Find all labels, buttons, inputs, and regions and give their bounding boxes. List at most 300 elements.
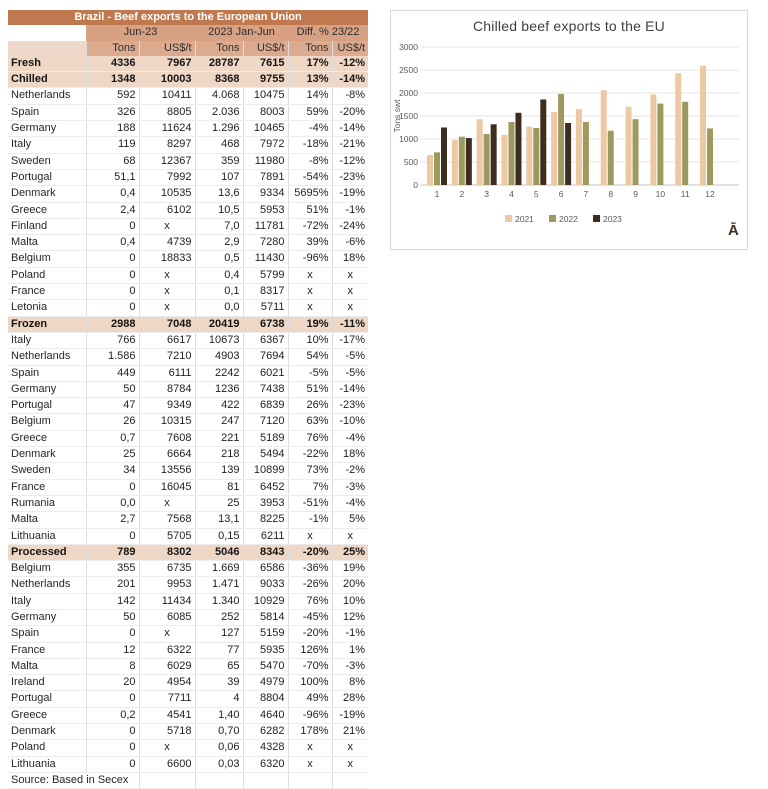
table-row bbox=[8, 300, 368, 316]
cell: 107 bbox=[195, 169, 243, 185]
cell: 5494 bbox=[243, 447, 288, 463]
row-label: Spain bbox=[8, 365, 86, 381]
cell: 4739 bbox=[139, 235, 195, 251]
cell: 11434 bbox=[139, 593, 195, 609]
row-label: Germany bbox=[8, 381, 86, 397]
row-label: Frozen bbox=[8, 316, 86, 332]
table-row bbox=[8, 153, 368, 169]
row-label: Lithuania bbox=[8, 528, 86, 544]
bar bbox=[583, 122, 589, 185]
cell: -5% bbox=[332, 365, 368, 381]
subheader-usdt-3: US$/t bbox=[332, 41, 368, 56]
cell: 6738 bbox=[243, 316, 288, 332]
cell: 0,03 bbox=[195, 756, 243, 772]
cell: 326 bbox=[86, 104, 139, 120]
cell: 0 bbox=[86, 740, 139, 756]
cell: 0 bbox=[86, 251, 139, 267]
cell: 50 bbox=[86, 381, 139, 397]
legend-swatch bbox=[505, 215, 512, 222]
cell: 7694 bbox=[243, 349, 288, 365]
cell: 5718 bbox=[139, 724, 195, 740]
cell: -18% bbox=[288, 137, 332, 153]
row-label: Spain bbox=[8, 626, 86, 642]
subheader-usdt-2: US$/t bbox=[243, 41, 288, 56]
cell: 355 bbox=[86, 561, 139, 577]
cell: 6735 bbox=[139, 561, 195, 577]
cell: 0,4 bbox=[86, 186, 139, 202]
bar bbox=[540, 99, 546, 185]
cell: -22% bbox=[288, 447, 332, 463]
cell: 39% bbox=[288, 235, 332, 251]
cell: 6021 bbox=[243, 365, 288, 381]
cell: 4903 bbox=[195, 349, 243, 365]
cell: x bbox=[332, 284, 368, 300]
cell: 6664 bbox=[139, 447, 195, 463]
bar bbox=[459, 137, 465, 185]
table-row bbox=[8, 235, 368, 251]
cell: 7992 bbox=[139, 169, 195, 185]
cell: 4640 bbox=[243, 707, 288, 723]
cell: -5% bbox=[332, 349, 368, 365]
cell: 51% bbox=[288, 202, 332, 218]
bar bbox=[501, 135, 507, 185]
cell: 6600 bbox=[139, 756, 195, 772]
cell: 5046 bbox=[195, 544, 243, 560]
cell: -11% bbox=[332, 316, 368, 332]
bar bbox=[515, 113, 521, 185]
bar bbox=[526, 127, 532, 185]
cell: -20% bbox=[332, 104, 368, 120]
empty-cell bbox=[288, 772, 332, 788]
row-label: Spain bbox=[8, 104, 86, 120]
cell: 6586 bbox=[243, 561, 288, 577]
table-row bbox=[8, 495, 368, 511]
cell: -12% bbox=[332, 56, 368, 72]
bar bbox=[633, 119, 639, 185]
cell: 21% bbox=[332, 724, 368, 740]
cell: 218 bbox=[195, 447, 243, 463]
bar bbox=[608, 131, 614, 185]
cell: x bbox=[332, 528, 368, 544]
cell: 25 bbox=[195, 495, 243, 511]
cell: 1.340 bbox=[195, 593, 243, 609]
cell: 39 bbox=[195, 675, 243, 691]
row-label: Rumania bbox=[8, 495, 86, 511]
bar bbox=[434, 152, 440, 185]
cell: 10899 bbox=[243, 463, 288, 479]
table-row bbox=[8, 267, 368, 283]
bar bbox=[626, 107, 632, 185]
cell: x bbox=[288, 284, 332, 300]
x-tick-label: 6 bbox=[558, 189, 564, 199]
row-label: Greece bbox=[8, 430, 86, 446]
x-tick-label: 9 bbox=[633, 189, 638, 199]
table-row bbox=[8, 756, 368, 772]
row-label: Belgium bbox=[8, 414, 86, 430]
subheader-tons-3: Tons bbox=[288, 41, 332, 56]
table-row bbox=[8, 658, 368, 674]
cell: 9033 bbox=[243, 577, 288, 593]
table-row bbox=[8, 675, 368, 691]
y-tick-label: 2500 bbox=[399, 65, 418, 75]
cell: x bbox=[139, 267, 195, 283]
cell: 7,0 bbox=[195, 218, 243, 234]
cell: 9953 bbox=[139, 577, 195, 593]
bar bbox=[576, 109, 582, 185]
cell: 422 bbox=[195, 398, 243, 414]
cell: 25 bbox=[86, 447, 139, 463]
cell: 20% bbox=[332, 577, 368, 593]
table-row bbox=[8, 169, 368, 185]
cell: x bbox=[139, 740, 195, 756]
bar bbox=[466, 138, 472, 185]
cell: 8343 bbox=[243, 544, 288, 560]
bar bbox=[484, 134, 490, 185]
table-row bbox=[8, 104, 368, 120]
cell: 14% bbox=[288, 88, 332, 104]
table-row bbox=[8, 316, 368, 332]
cell: 2242 bbox=[195, 365, 243, 381]
x-tick-label: 7 bbox=[583, 189, 589, 199]
cell: -3% bbox=[332, 479, 368, 495]
cell: -1% bbox=[332, 202, 368, 218]
cell: 7048 bbox=[139, 316, 195, 332]
subheader-tons-1: Tons bbox=[86, 41, 139, 56]
cell: 10929 bbox=[243, 593, 288, 609]
row-label: Greece bbox=[8, 202, 86, 218]
bar bbox=[533, 128, 539, 185]
table-row bbox=[8, 561, 368, 577]
empty-cell bbox=[332, 772, 368, 788]
cell: 6211 bbox=[243, 528, 288, 544]
cell: x bbox=[288, 300, 332, 316]
bar bbox=[682, 102, 688, 185]
row-label: Netherlands bbox=[8, 577, 86, 593]
source-note: Source: Based in Secex bbox=[8, 772, 139, 788]
cell: -4% bbox=[288, 121, 332, 137]
cell: 8% bbox=[332, 675, 368, 691]
cell: 7120 bbox=[243, 414, 288, 430]
cell: 0 bbox=[86, 479, 139, 495]
cell: 5711 bbox=[243, 300, 288, 316]
cell: 5799 bbox=[243, 267, 288, 283]
cell: 0 bbox=[86, 691, 139, 707]
cell: 1.471 bbox=[195, 577, 243, 593]
cell: 19% bbox=[288, 316, 332, 332]
cell: 8368 bbox=[195, 72, 243, 88]
cell: 11781 bbox=[243, 218, 288, 234]
cell: 6322 bbox=[139, 642, 195, 658]
cell: -96% bbox=[288, 251, 332, 267]
cell: -70% bbox=[288, 658, 332, 674]
legend-label: 2023 bbox=[603, 214, 622, 224]
cell: 1% bbox=[332, 642, 368, 658]
row-label: Portugal bbox=[8, 691, 86, 707]
cell: 0 bbox=[86, 626, 139, 642]
cell: 7967 bbox=[139, 56, 195, 72]
cell: -14% bbox=[332, 72, 368, 88]
bar bbox=[675, 73, 681, 185]
cell: 7972 bbox=[243, 137, 288, 153]
cell: 0,2 bbox=[86, 707, 139, 723]
cell: 1236 bbox=[195, 381, 243, 397]
row-label: Ireland bbox=[8, 675, 86, 691]
table-row bbox=[8, 332, 368, 348]
cell: -19% bbox=[332, 186, 368, 202]
row-label: Netherlands bbox=[8, 88, 86, 104]
bar bbox=[441, 128, 447, 186]
table-row bbox=[8, 577, 368, 593]
cell: 54% bbox=[288, 349, 332, 365]
row-label: France bbox=[8, 284, 86, 300]
cell: 10673 bbox=[195, 332, 243, 348]
cell: 4336 bbox=[86, 56, 139, 72]
cell: 7280 bbox=[243, 235, 288, 251]
cell: 6839 bbox=[243, 398, 288, 414]
table-row bbox=[8, 463, 368, 479]
table-row bbox=[8, 626, 368, 642]
cell: 142 bbox=[86, 593, 139, 609]
cell: -51% bbox=[288, 495, 332, 511]
row-label: Denmark bbox=[8, 724, 86, 740]
cell: 20419 bbox=[195, 316, 243, 332]
row-label: Italy bbox=[8, 137, 86, 153]
cell: 7568 bbox=[139, 512, 195, 528]
cell: 2,7 bbox=[86, 512, 139, 528]
table-row bbox=[8, 740, 368, 756]
bar bbox=[565, 123, 571, 185]
cell: 766 bbox=[86, 332, 139, 348]
table-row bbox=[8, 218, 368, 234]
cell: -4% bbox=[332, 430, 368, 446]
cell: x bbox=[332, 740, 368, 756]
row-label: France bbox=[8, 642, 86, 658]
cell: 10% bbox=[332, 593, 368, 609]
cell: -12% bbox=[332, 153, 368, 169]
cell: -17% bbox=[332, 332, 368, 348]
cell: 49% bbox=[288, 691, 332, 707]
cell: 0 bbox=[86, 267, 139, 283]
cell: 9755 bbox=[243, 72, 288, 88]
table-row bbox=[8, 121, 368, 137]
cell: 10315 bbox=[139, 414, 195, 430]
cell: 6320 bbox=[243, 756, 288, 772]
cell: x bbox=[139, 495, 195, 511]
cell: 0 bbox=[86, 218, 139, 234]
cell: 8784 bbox=[139, 381, 195, 397]
bar bbox=[657, 104, 663, 185]
cell: 28787 bbox=[195, 56, 243, 72]
cell: 13,6 bbox=[195, 186, 243, 202]
cell: 13556 bbox=[139, 463, 195, 479]
cell: -8% bbox=[332, 88, 368, 104]
cell: 81 bbox=[195, 479, 243, 495]
cell: 0,0 bbox=[195, 300, 243, 316]
row-label: Processed bbox=[8, 544, 86, 560]
cell: 5470 bbox=[243, 658, 288, 674]
cell: 6452 bbox=[243, 479, 288, 495]
empty-cell bbox=[195, 772, 243, 788]
row-label: Italy bbox=[8, 332, 86, 348]
chart-title: Chilled beef exports to the EU bbox=[473, 18, 665, 34]
cell: 139 bbox=[195, 463, 243, 479]
cell: x bbox=[139, 300, 195, 316]
cell: -1% bbox=[332, 626, 368, 642]
cell: 0 bbox=[86, 300, 139, 316]
cell: x bbox=[332, 756, 368, 772]
cell: 0,7 bbox=[86, 430, 139, 446]
cell: 6085 bbox=[139, 609, 195, 625]
legend-swatch bbox=[593, 215, 600, 222]
y-axis-title: Tons swt bbox=[392, 99, 402, 133]
cell: 51% bbox=[288, 381, 332, 397]
cell: -54% bbox=[288, 169, 332, 185]
cell: 25% bbox=[332, 544, 368, 560]
cell: x bbox=[139, 284, 195, 300]
cell: 6102 bbox=[139, 202, 195, 218]
subheader-tons-2: Tons bbox=[195, 41, 243, 56]
row-label: France bbox=[8, 479, 86, 495]
bar bbox=[650, 94, 656, 185]
table-group-header-row bbox=[8, 25, 368, 40]
cell: 5705 bbox=[139, 528, 195, 544]
cell: 10411 bbox=[139, 88, 195, 104]
cell: 0 bbox=[86, 724, 139, 740]
cell: 7% bbox=[288, 479, 332, 495]
y-tick-label: 0 bbox=[413, 180, 418, 190]
bar bbox=[477, 119, 483, 185]
cell: 8804 bbox=[243, 691, 288, 707]
cell: 10465 bbox=[243, 121, 288, 137]
legend-swatch bbox=[549, 215, 556, 222]
cell: 8302 bbox=[139, 544, 195, 560]
table-row bbox=[8, 642, 368, 658]
row-label: Italy bbox=[8, 593, 86, 609]
beef-exports-table bbox=[8, 10, 368, 789]
cell: 10,5 bbox=[195, 202, 243, 218]
cell: 12367 bbox=[139, 153, 195, 169]
cell: 8225 bbox=[243, 512, 288, 528]
table-title: Brazil - Beef exports to the European Union bbox=[8, 10, 368, 25]
cell: -21% bbox=[332, 137, 368, 153]
table-row bbox=[8, 528, 368, 544]
cell: 4.068 bbox=[195, 88, 243, 104]
cell: 592 bbox=[86, 88, 139, 104]
bar bbox=[558, 94, 564, 185]
cell: 4328 bbox=[243, 740, 288, 756]
x-tick-label: 10 bbox=[655, 189, 666, 199]
table-row bbox=[8, 430, 368, 446]
y-tick-label: 1000 bbox=[399, 134, 418, 144]
cell: -14% bbox=[332, 381, 368, 397]
cell: 252 bbox=[195, 609, 243, 625]
cell: 7711 bbox=[139, 691, 195, 707]
table-row bbox=[8, 707, 368, 723]
table-row bbox=[8, 365, 368, 381]
cell: 6282 bbox=[243, 724, 288, 740]
cell: -24% bbox=[332, 218, 368, 234]
table-row bbox=[8, 186, 368, 202]
cell: 0,15 bbox=[195, 528, 243, 544]
row-label: Germany bbox=[8, 121, 86, 137]
row-label: Portugal bbox=[8, 398, 86, 414]
cell: 0,70 bbox=[195, 724, 243, 740]
cell: 3953 bbox=[243, 495, 288, 511]
cell: 10475 bbox=[243, 88, 288, 104]
table-row bbox=[8, 284, 368, 300]
cell: 50 bbox=[86, 609, 139, 625]
cell: 0,0 bbox=[86, 495, 139, 511]
cell: 7438 bbox=[243, 381, 288, 397]
row-label: Denmark bbox=[8, 447, 86, 463]
cell: 2988 bbox=[86, 316, 139, 332]
row-label: Chilled bbox=[8, 72, 86, 88]
cell: 188 bbox=[86, 121, 139, 137]
x-tick-label: 3 bbox=[484, 189, 490, 199]
table-row bbox=[8, 691, 368, 707]
group-header-diff: Diff. % 23/22 bbox=[288, 25, 368, 40]
legend-label: 2022 bbox=[559, 214, 578, 224]
table-row bbox=[8, 414, 368, 430]
cell: 6111 bbox=[139, 365, 195, 381]
cell: 77 bbox=[195, 642, 243, 658]
group-header-janjun: 2023 Jan-Jun bbox=[195, 25, 288, 40]
cell: 51,1 bbox=[86, 169, 139, 185]
cell: 0,1 bbox=[195, 284, 243, 300]
cell: 8 bbox=[86, 658, 139, 674]
cell: 59% bbox=[288, 104, 332, 120]
cell: 468 bbox=[195, 137, 243, 153]
table-row bbox=[8, 479, 368, 495]
x-tick-label: 1 bbox=[434, 189, 440, 199]
table-row bbox=[8, 88, 368, 104]
cell: 10003 bbox=[139, 72, 195, 88]
table-title-row bbox=[8, 10, 368, 25]
cell: 5% bbox=[332, 512, 368, 528]
row-label: Fresh bbox=[8, 56, 86, 72]
row-label: Belgium bbox=[8, 251, 86, 267]
cell: 201 bbox=[86, 577, 139, 593]
cell: 5695% bbox=[288, 186, 332, 202]
cell: 6617 bbox=[139, 332, 195, 348]
table-row bbox=[8, 72, 368, 88]
cell: 5953 bbox=[243, 202, 288, 218]
table-subheader-row bbox=[8, 41, 368, 56]
cell: 26 bbox=[86, 414, 139, 430]
cell: 2,9 bbox=[195, 235, 243, 251]
row-label: Malta bbox=[8, 658, 86, 674]
cell: 34 bbox=[86, 463, 139, 479]
cell: -5% bbox=[288, 365, 332, 381]
row-label: Poland bbox=[8, 740, 86, 756]
cell: 8805 bbox=[139, 104, 195, 120]
watermark-char: Ā bbox=[728, 222, 739, 239]
cell: 5935 bbox=[243, 642, 288, 658]
cell: 6029 bbox=[139, 658, 195, 674]
y-tick-label: 3000 bbox=[399, 42, 418, 52]
cell: -2% bbox=[332, 463, 368, 479]
cell: 76% bbox=[288, 593, 332, 609]
cell: 17% bbox=[288, 56, 332, 72]
cell: 5159 bbox=[243, 626, 288, 642]
cell: 11430 bbox=[243, 251, 288, 267]
cell: 4954 bbox=[139, 675, 195, 691]
row-label: Malta bbox=[8, 235, 86, 251]
cell: 18% bbox=[332, 251, 368, 267]
blank-corner-cell bbox=[8, 25, 86, 40]
cell: -45% bbox=[288, 609, 332, 625]
table-row bbox=[8, 512, 368, 528]
